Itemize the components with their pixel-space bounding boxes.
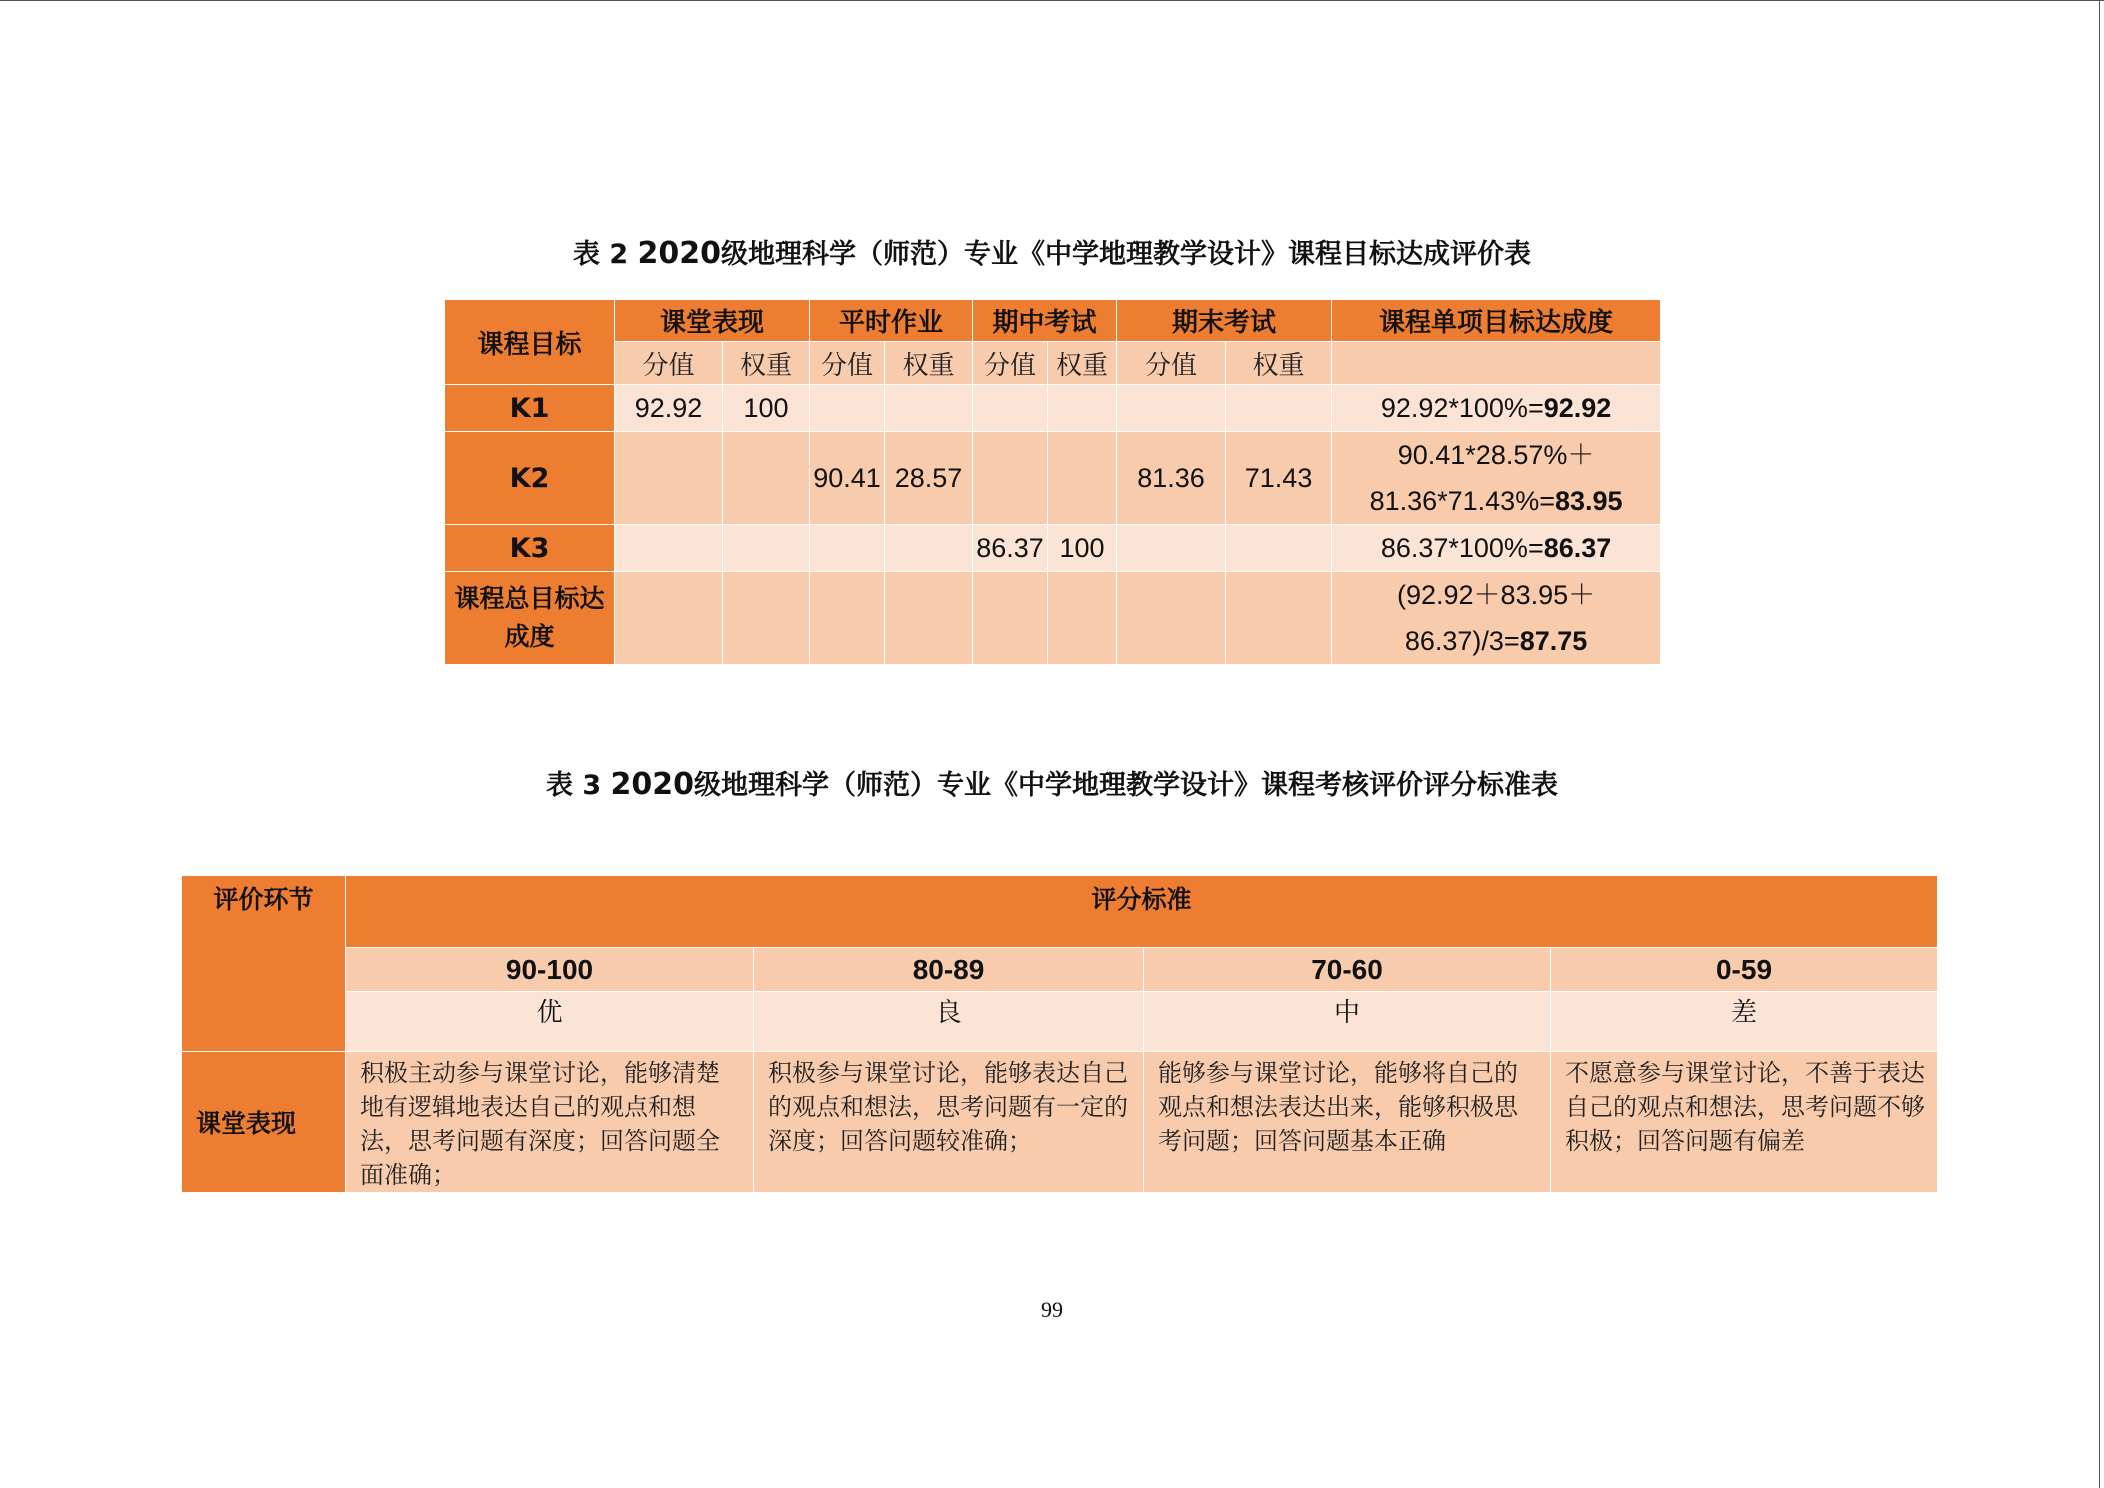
grade-average: 中 [1144,992,1551,1052]
range-80-89: 80-89 [754,948,1144,992]
table-row [445,385,1661,432]
table3-caption-rest: 级地理科学（师范）专业《中学地理教学设计》课程考核评价评分标准表 [694,770,1559,801]
total-achievement [1332,572,1661,665]
total-label-line2: 成度 [504,622,555,651]
empty-cell [615,525,723,572]
empty-cell [973,432,1048,525]
empty-cell [723,432,810,525]
k1-classroom-score: 92.92 [615,385,723,432]
k3-midterm-score: 86.37 [973,525,1048,572]
total-result: 87.75 [1519,626,1588,656]
table-row [445,432,1661,525]
empty-cell [1048,572,1117,665]
table3-caption [0,763,2104,802]
k1-achievement [1332,385,1661,432]
table3-caption-prefix: 表 3 [545,770,602,801]
sub-score: 分值 [1117,342,1226,385]
empty-cell [1117,572,1226,665]
empty-cell [885,572,973,665]
empty-cell [973,572,1048,665]
empty-cell [973,385,1048,432]
desc-poor: 不愿意参与课堂讨论，不善于表达自己的观点和想法，思考问题不够积极；回答问题有偏差 [1551,1052,1938,1193]
empty-cell [885,385,973,432]
empty-cell [1226,385,1332,432]
grade-good: 良 [754,992,1144,1052]
grading-standard-table [181,875,1938,1193]
empty-cell [1226,572,1332,665]
sub-score: 分值 [973,342,1048,385]
desc-average: 能够参与课堂讨论，能够将自己的观点和想法表达出来，能够积极思考问题；回答问题基本正确 [1144,1052,1551,1193]
total-formula-line1: (92.92＋83.95＋ [1397,580,1596,610]
empty-cell [1226,525,1332,572]
range-0-59: 0-59 [1551,948,1938,992]
page-number: 99 [1041,1297,1063,1322]
grade-excellent: 优 [346,992,754,1052]
empty-cell [885,525,973,572]
k1-formula: 92.92*100%= [1380,393,1544,423]
header-evaluation-stage: 评价环节 [182,876,346,1052]
sub-weight: 权重 [723,342,810,385]
table-row [182,1052,1938,1193]
range-90-100: 90-100 [346,948,754,992]
sub-score: 分值 [615,342,723,385]
empty-cell [1048,385,1117,432]
grade-poor: 差 [1551,992,1938,1052]
k3-achievement [1332,525,1661,572]
row-label-k3: K3 [445,525,615,572]
empty-cell [615,432,723,525]
sub-weight: 权重 [1226,342,1332,385]
empty-cell [615,572,723,665]
empty-cell [723,525,810,572]
k3-midterm-weight: 100 [1048,525,1117,572]
empty-cell [1048,432,1117,525]
k2-achievement [1332,432,1661,525]
row-label-k1: K1 [445,385,615,432]
table-row [445,525,1661,572]
header-final: 期末考试 [1117,300,1332,342]
header-homework: 平时作业 [810,300,973,342]
header-classroom: 课堂表现 [615,300,810,342]
table2-caption-prefix: 表 2 [572,239,629,270]
table3-caption-year: 2020 [610,767,695,802]
table2-caption-year: 2020 [637,236,722,271]
empty-cell [1117,385,1226,432]
page-top-border [0,0,2104,1]
empty-cell [810,572,885,665]
table2-caption-rest: 级地理科学（师范）专业《中学地理教学设计》课程目标达成评价表 [721,239,1532,270]
range-70-60: 70-60 [1144,948,1551,992]
table2-caption [0,232,2104,271]
row-label-k2: K2 [445,432,615,525]
empty-cell [810,525,885,572]
page-right-border [2099,0,2100,1488]
header-course-target: 课程目标 [445,300,615,385]
k2-result: 83.95 [1554,486,1623,516]
k3-result: 86.37 [1543,533,1612,563]
desc-excellent: 积极主动参与课堂讨论，能够清楚地有逻辑地表达自己的观点和想法，思考问题有深度；回答问题全面准确； [346,1052,754,1193]
k2-formula-line2: 81.36*71.43%= [1369,486,1555,516]
total-label-line1: 课程总目标达 [454,584,605,613]
k1-classroom-weight: 100 [723,385,810,432]
header-achievement: 课程单项目标达成度 [1332,300,1661,342]
header-midterm: 期中考试 [973,300,1117,342]
course-target-achievement-table [444,299,1661,665]
k2-homework-weight: 28.57 [885,432,973,525]
row-label-classroom: 课堂表现 [182,1052,346,1193]
k3-formula: 86.37*100%= [1380,533,1544,563]
table-row [445,572,1661,665]
row-label-total [445,572,615,665]
k2-homework-score: 90.41 [810,432,885,525]
k2-final-score: 81.36 [1117,432,1226,525]
k2-final-weight: 71.43 [1226,432,1332,525]
sub-weight: 权重 [1048,342,1117,385]
desc-good: 积极参与课堂讨论，能够表达自己的观点和想法，思考问题有一定的深度；回答问题较准确； [754,1052,1144,1193]
k2-formula-line1: 90.41*28.57%＋ [1397,440,1595,470]
k1-result: 92.92 [1543,393,1612,423]
empty-cell [810,385,885,432]
sub-score: 分值 [810,342,885,385]
total-formula-line2: 86.37)/3= [1404,626,1520,656]
header-grading-criteria: 评分标准 [346,876,1938,948]
empty-cell [723,572,810,665]
sub-weight: 权重 [885,342,973,385]
sub-empty [1332,342,1661,385]
empty-cell [1117,525,1226,572]
